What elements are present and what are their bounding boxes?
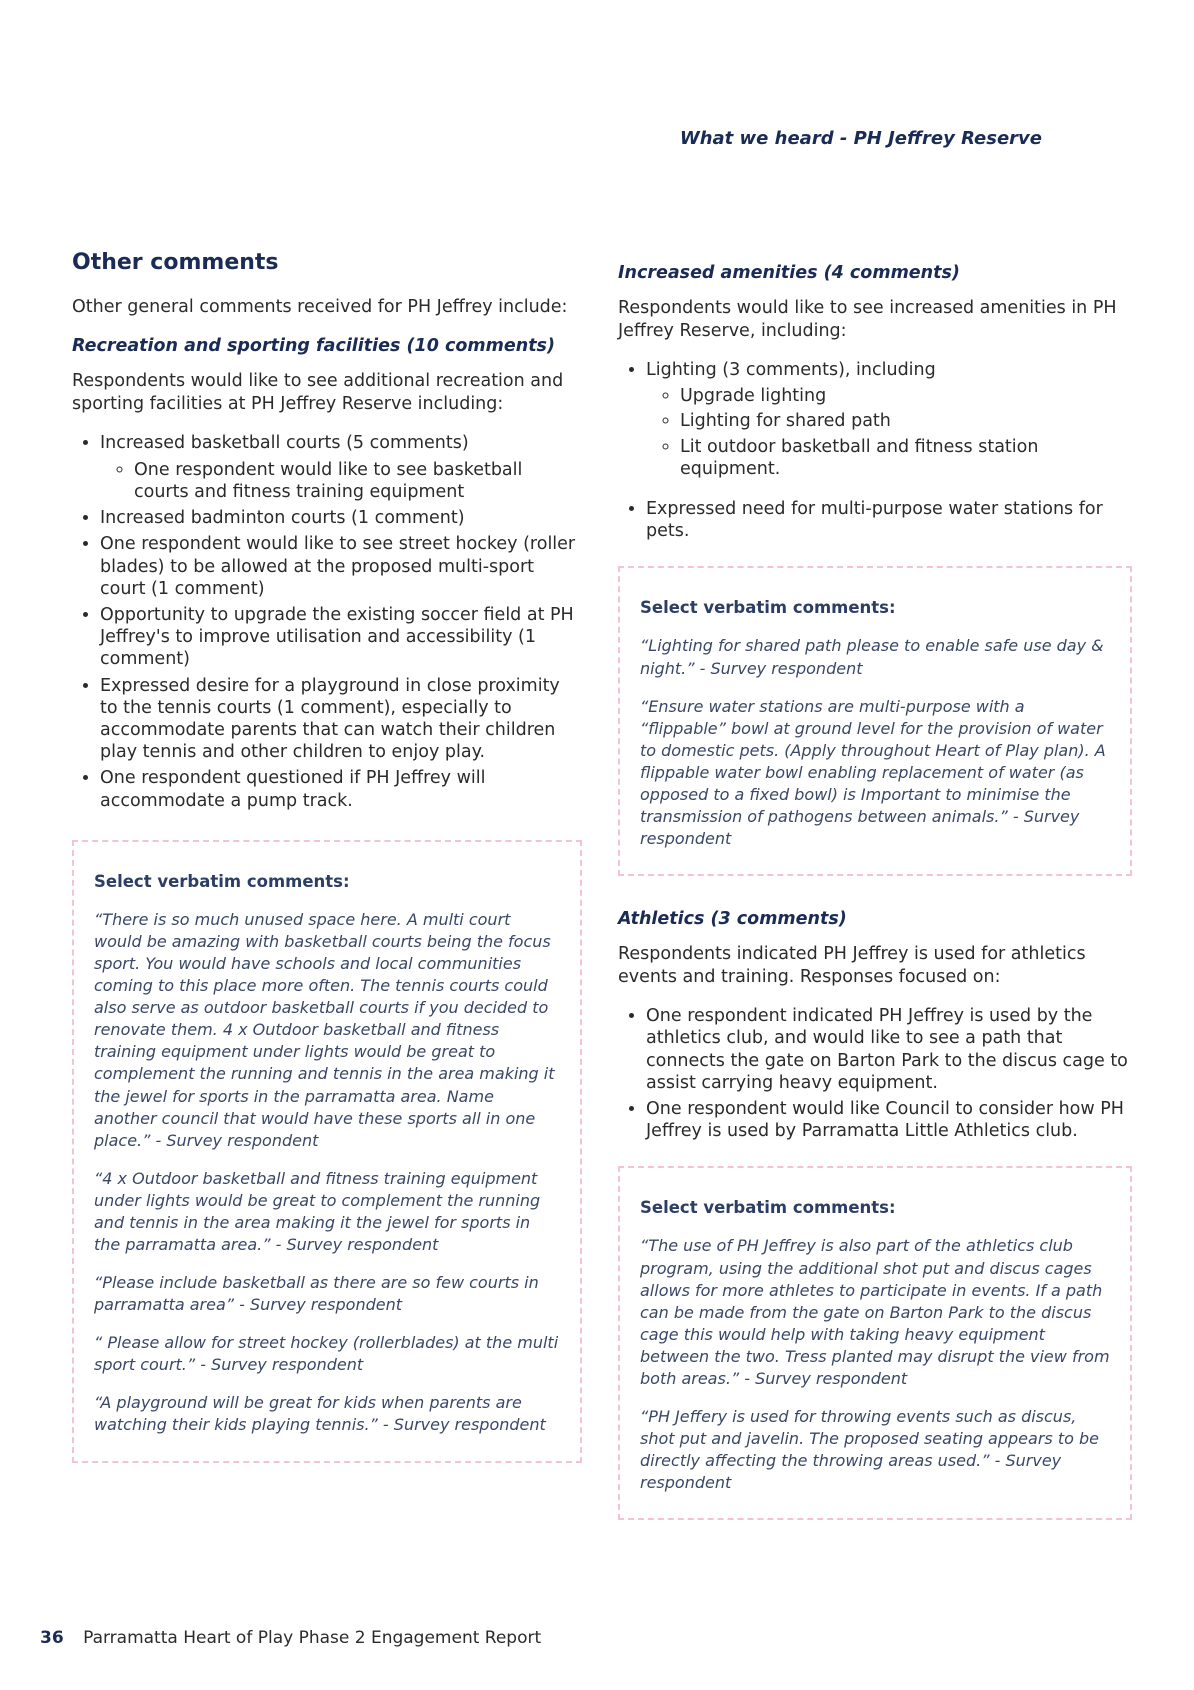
athletics-heading: Athletics (3 comments) [618,909,847,930]
recreation-intro: Respondents would like to see additional recreation and sporting facilities at PH Jeffrey Reserve including: [72,371,564,415]
sub-list-item: ◦ Upgrade lighting [680,385,1132,407]
right-column [618,262,1132,1520]
verbatim-title: Select verbatim comments: [640,598,896,618]
list-item [100,432,582,503]
verbatim-quote: “A playground will be great for kids when parents are watching their kids playing tennis.” - Survey respondent [94,1393,546,1435]
list-item: • One respondent indicated PH Jeffrey is used by the athletics club, and would like to see a path that connects the gate on Barton Park to the discus cage to assist carrying heavy equipment. [646,1005,1132,1094]
verbatim-comments-box [618,566,1132,876]
recreation-heading: Recreation and sporting facilities (10 comments) [72,336,555,357]
left-column [72,250,582,1463]
sub-list [646,385,1132,480]
verbatim-quote: “4 x Outdoor basketball and fitness training equipment under lights would be great to complement the running and tennis in the area making it the jewel for sports in the parramatta area.” - Survey respondent [94,1168,541,1255]
sub-list-item: ◦ One respondent would like to see basketball courts and fitness training equipment [134,459,582,503]
athletics-intro: Respondents indicated PH Jeffrey is used for athletics events and training. Responses focused on: [618,943,1086,988]
spacer [618,876,1132,900]
verbatim-quote: “Ensure water stations are multi-purpose with a “flippable” bowl at ground level for the provision of water to domestic pets. (Apply throughout Heart of Play plan). A flippable water bowl enabling replacement of water (as opposed to a fixed bowl) is Important to minimise the transmission of pathogens between animals.” - Survey respondent [640,696,1106,849]
section-heading: Other comments [72,250,279,275]
page-number: 36 [40,1628,64,1648]
list-item-text: Lighting (3 comments), including [646,359,936,380]
verbatim-title: Select verbatim comments: [94,871,350,891]
verbatim-comments-box [618,1166,1132,1520]
list-item: • One respondent would like Council to consider how PH Jeffrey is used by Parramatta Little Athletics club. [646,1098,1132,1142]
list-item: • Opportunity to upgrade the existing soccer field at PH Jeffrey's to improve utilisation and accessibility (1 comment) [100,604,582,671]
list-item: • One respondent would like to see street hockey (roller blades) to be allowed at the proposed multi-sport court (1 comment) [100,533,582,600]
page-footer [40,1628,541,1648]
list-item [646,359,1132,480]
verbatim-comments-box [72,840,582,1463]
list-item: • One respondent questioned if PH Jeffrey will accommodate a pump track. [100,767,582,811]
verbatim-quote: “Please include basketball as there are so few courts in parramatta area” - Survey respondent [94,1273,539,1315]
sub-list-item: ◦ Lighting for shared path [680,410,1132,432]
sub-list [100,459,582,503]
verbatim-quote: “Lighting for shared path please to enable safe use day & night.” - Survey respondent [640,636,1104,678]
recreation-list [72,432,582,812]
section-intro: Other general comments received for PH Jeffrey include: [72,297,568,318]
verbatim-quote: “The use of PH Jeffrey is also part of the athletics club program, using the additional shot put and discus cages allows for more athletes to participate in events. If a path can be made from the gate on Barton Park to the discus cage this would help with taking heavy equipment between the two. Tress planted may disrupt the view from both areas.” - Survey respondent [640,1236,1110,1388]
amenities-intro: Respondents would like to see increased amenities in PH Jeffrey Reserve, including: [618,297,1117,341]
verbatim-quote: “There is so much unused space here. A multi court would be amazing with basketball courts being the focus sport. You would have schools and local communities coming to this place more often. The tennis courts could also serve as outdoor basketball courts if you decided to renovate them. 4 x Outdoor basketball and fitness training equipment under lights would be great to complement the running and tennis in the area making it the jewel for sports in the parramatta area. Name another council that would have these sports all in one place.” - Survey respondent [94,909,555,1150]
list-item: • Increased badminton courts (1 comment) [100,507,582,529]
list-item-text: Increased basketball courts (5 comments) [100,433,469,454]
amenities-heading: Increased amenities (4 comments) [618,263,960,283]
verbatim-title: Select verbatim comments: [640,1198,896,1218]
verbatim-quote: “PH Jeffery is used for throwing events such as discus, shot put and javelin. The proposed seating appears to be directly affecting the throwing areas used.” - Survey respondent [640,1406,1099,1493]
running-header: What we heard - PH Jeffrey Reserve [679,128,1042,149]
list-item: • Expressed desire for a playground in close proximity to the tennis courts (1 comment), especially to accommodate parents that can watch their children play tennis and other children to enjoy play. [100,675,582,764]
athletics-list [618,1005,1132,1142]
sub-list-item: ◦ Lit outdoor basketball and fitness station equipment. [680,436,1132,480]
report-title: Parramatta Heart of Play Phase 2 Engagement Report [83,1628,542,1648]
list-item: • Expressed need for multi-purpose water stations for pets. [646,498,1132,542]
verbatim-quote: “ Please allow for street hockey (rollerblades) at the multi sport court.” - Survey respondent [94,1333,559,1375]
amenities-list [618,359,1132,543]
